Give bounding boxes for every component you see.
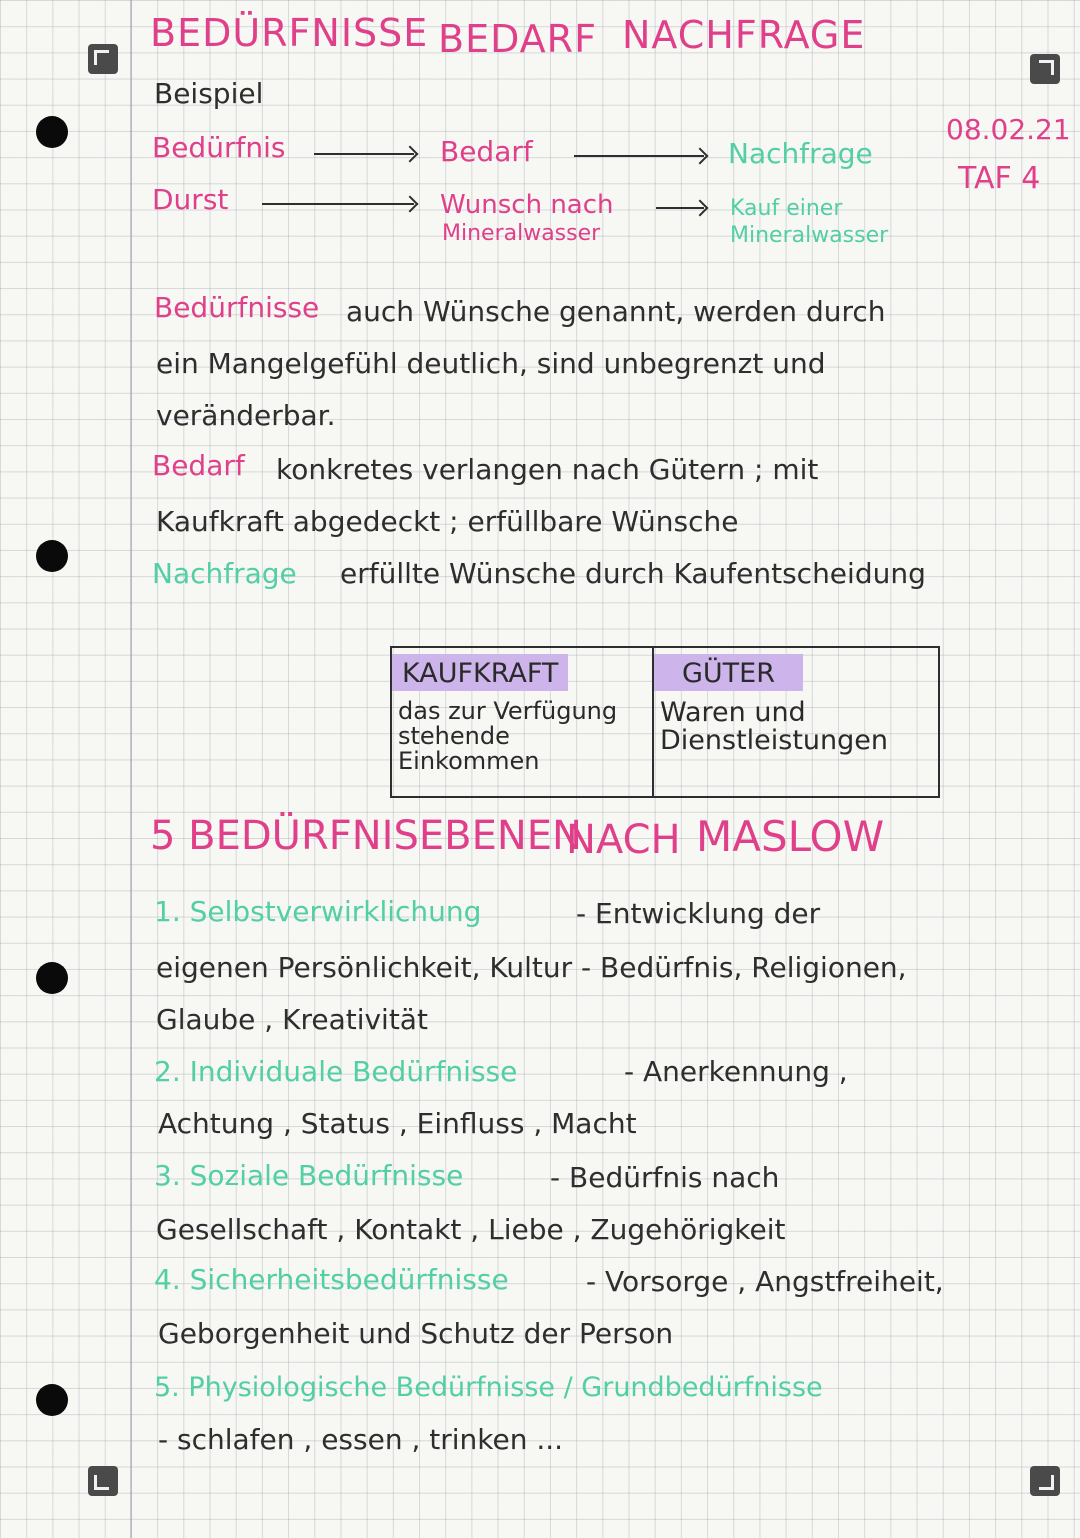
def-nachfrage-term: Nachfrage	[152, 557, 297, 590]
binder-hole	[36, 962, 68, 994]
example-wunsch-line2: Mineralwasser	[442, 221, 601, 246]
def-line1: auch Wünsche genannt, werden durch	[346, 295, 886, 328]
example-kauf-line2: Mineralwasser	[730, 223, 889, 248]
maslow-title-a: 5 BEDÜRFNISEBENEN	[150, 813, 582, 859]
maslow-line-5: Achtung , Status , Einfluss , Macht	[158, 1107, 637, 1140]
def-line6: erfüllte Wünsche durch Kaufentscheidung	[340, 557, 926, 590]
example-beduerfnis: Bedürfnis	[152, 131, 286, 164]
maslow-level-1-term: 1. Selbstverwirklichung	[154, 895, 482, 928]
corner-mark-icon	[1030, 54, 1060, 84]
margin-line	[130, 0, 132, 1538]
binder-hole	[36, 116, 68, 148]
maslow-title-b: NACH	[566, 817, 681, 863]
table-cell-kaufkraft	[391, 647, 653, 797]
maslow-line-9: Geborgenheit und Schutz der Person	[158, 1317, 674, 1350]
table-kaufkraft-line2: stehende Einkommen	[398, 722, 540, 776]
maslow-line-11: - schlafen , essen , trinken ...	[158, 1423, 564, 1456]
table-cell-gueter	[653, 647, 939, 797]
table-gueter-line2: Dienstleistungen	[660, 725, 889, 757]
corner-mark-icon	[1030, 1466, 1060, 1496]
date: 08.02.21	[946, 113, 1071, 146]
maslow-level-3-term: 3. Soziale Bedürfnisse	[154, 1159, 464, 1192]
def-bedarf-term: Bedarf	[152, 449, 245, 482]
table-kaufkraft-line1: das zur Verfügung	[398, 697, 618, 725]
kaufkraft-gueter-table	[390, 646, 940, 798]
maslow-level-4-term: 4. Sicherheitsbedürfnisse	[154, 1263, 509, 1296]
maslow-level-2-text: - Anerkennung ,	[624, 1055, 848, 1088]
corner-mark-icon	[88, 44, 118, 74]
example-nachfrage: Nachfrage	[728, 137, 873, 170]
def-line4: konkretes verlangen nach Gütern ; mit	[276, 453, 819, 486]
maslow-level-3-text: - Bedürfnis nach	[550, 1161, 780, 1194]
example-wunsch-line1: Wunsch nach	[440, 190, 614, 220]
title-bedarf: BEDARF	[438, 17, 597, 61]
table-header-gueter: GÜTER	[654, 654, 803, 691]
table-gueter-line1: Waren und	[660, 697, 806, 728]
maslow-line-2: eigenen Persönlichkeit, Kultur - Bedürfnis, Religionen,	[156, 951, 907, 984]
example-durst: Durst	[152, 183, 229, 216]
def-beduerfnisse-term: Bedürfnisse	[154, 291, 320, 324]
maslow-line-3: Glaube , Kreativität	[156, 1003, 428, 1036]
def-line5: Kaufkraft abgedeckt ; erfüllbare Wünsche	[156, 505, 739, 538]
example-bedarf: Bedarf	[440, 135, 533, 168]
taf-label: TAF 4	[958, 161, 1041, 196]
binder-hole	[36, 540, 68, 572]
example-kauf-line1: Kauf einer	[730, 196, 843, 221]
maslow-line-7: Gesellschaft , Kontakt , Liebe , Zugehörigkeit	[156, 1213, 786, 1246]
maslow-level-4-text: - Vorsorge , Angstfreiheit,	[586, 1265, 944, 1298]
arrow-icon	[656, 207, 704, 209]
maslow-title-c: MASLOW	[696, 812, 885, 861]
table-header-kaufkraft: KAUFKRAFT	[392, 654, 568, 691]
def-line2: ein Mangelgefühl deutlich, sind unbegrenzt und	[156, 347, 826, 380]
maslow-level-5-term: 5. Physiologische Bedürfnisse / Grundbedürfnisse	[154, 1372, 823, 1403]
def-line3: veränderbar.	[156, 399, 336, 432]
title-beduerfnisse: BEDÜRFNISSE	[150, 11, 429, 55]
maslow-level-1-text: - Entwicklung der	[576, 897, 821, 930]
arrow-icon	[314, 153, 414, 155]
arrow-icon	[262, 203, 414, 205]
title-nachfrage: NACHFRAGE	[622, 13, 866, 57]
corner-mark-icon	[88, 1466, 118, 1496]
maslow-level-2-term: 2. Individuale Bedürfnisse	[154, 1055, 518, 1088]
arrow-icon	[574, 155, 704, 157]
binder-hole	[36, 1384, 68, 1416]
example-label: Beispiel	[154, 77, 264, 110]
